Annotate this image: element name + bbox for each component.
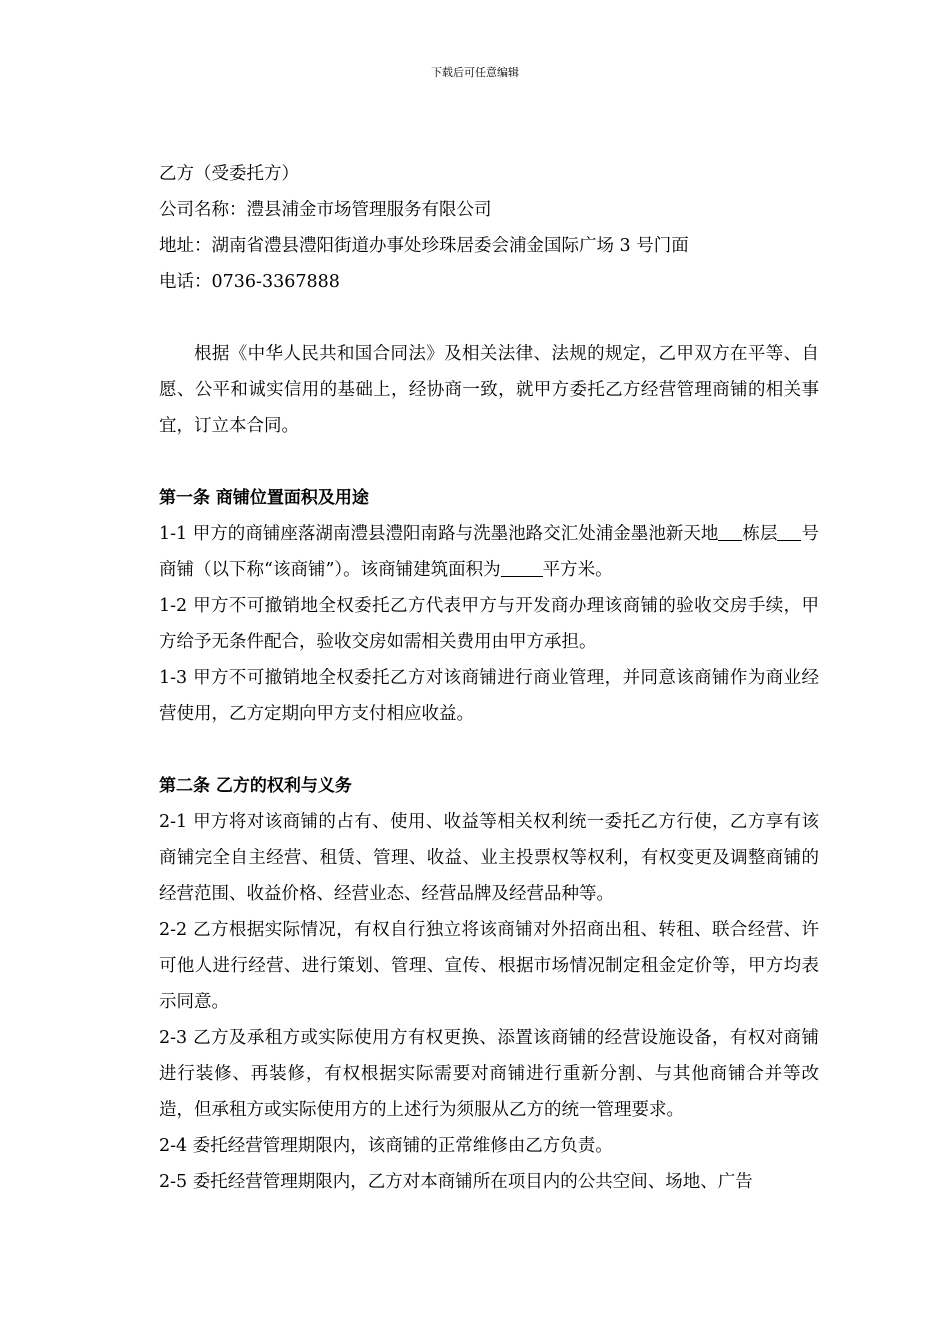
party-b-address: 地址：湖南省澧县澧阳街道办事处珍珠居委会浦金国际广场 3 号门面	[159, 236, 689, 256]
clause-2-4: 2-4 委托经营管理期限内，该商铺的正常维修由乙方负责。	[159, 1136, 613, 1156]
party-b-company: 公司名称：澧县浦金市场管理服务有限公司	[159, 200, 492, 220]
article-2-heading: 第二条 乙方的权利与义务	[159, 776, 352, 796]
clause-2-2: 2-2 乙方根据实际情况，有权自行独立将该商铺对外招商出租、转租、联合经营、许可他人进行经营、进行策划、管理、宣传、根据市场情况制定租金定价等，甲方均表示同意。	[159, 920, 819, 1012]
shop-number-blank[interactable]	[777, 520, 801, 541]
clause-2-1: 2-1 甲方将对该商铺的占有、使用、收益等相关权利统一委托乙方行使，乙方享有该商铺完全自主经营、租赁、管理、收益、业主投票权等权利，有权变更及调整商铺的经营范围、收益价格、经营业态、经营品牌及经营品种等。	[159, 812, 819, 904]
intro-paragraph: 根据《中华人民共和国合同法》及相关法律、法规的规定，乙甲双方在平等、自愿、公平和诚实信用的基础上，经协商一致，就甲方委托乙方经营管理商铺的相关事宜，订立本合同。	[159, 344, 819, 436]
article-1-heading: 第一条 商铺位置面积及用途	[159, 488, 369, 508]
clause-1-1	[159, 516, 819, 588]
clause-1-1-text-a: 1-1 甲方的商铺座落湖南澧县澧阳南路与洗墨池路交汇处浦金墨池新天地	[159, 524, 719, 544]
clause-1-1-text-c: 号商铺（以下称“该商铺”）。该商铺建筑面积为	[159, 524, 820, 580]
clause-2-3: 2-3 乙方及承租方或实际使用方有权更换、添置该商铺的经营设施设备，有权对商铺进行装修、再装修，有权根据实际需要对商铺进行重新分割、与其他商铺合并等改造，但承租方或实际使用方的上述行为须服从乙方的统一管理要求。	[159, 1028, 819, 1120]
party-b-title: 乙方（受委托方）	[159, 164, 299, 184]
building-number-blank[interactable]	[718, 520, 742, 541]
party-b-phone: 电话：0736-3367888	[159, 272, 340, 292]
document-body	[159, 156, 819, 1200]
clause-1-1-text-d: 平方米。	[542, 560, 613, 580]
clause-2-5: 2-5 委托经营管理期限内，乙方对本商铺所在项目内的公共空间、场地、广告	[159, 1172, 753, 1192]
clause-1-2: 1-2 甲方不可撤销地全权委托乙方代表甲方与开发商办理该商铺的验收交房手续，甲方给予无条件配合，验收交房如需相关费用由甲方承担。	[159, 596, 819, 652]
area-blank[interactable]	[501, 556, 543, 577]
clause-1-1-text-b: 栋层	[742, 524, 778, 544]
clause-1-3: 1-3 甲方不可撤销地全权委托乙方对该商铺进行商业管理，并同意该商铺作为商业经营使用，乙方定期向甲方支付相应收益。	[159, 668, 819, 724]
page-header-note: 下载后可任意编辑	[431, 66, 519, 79]
